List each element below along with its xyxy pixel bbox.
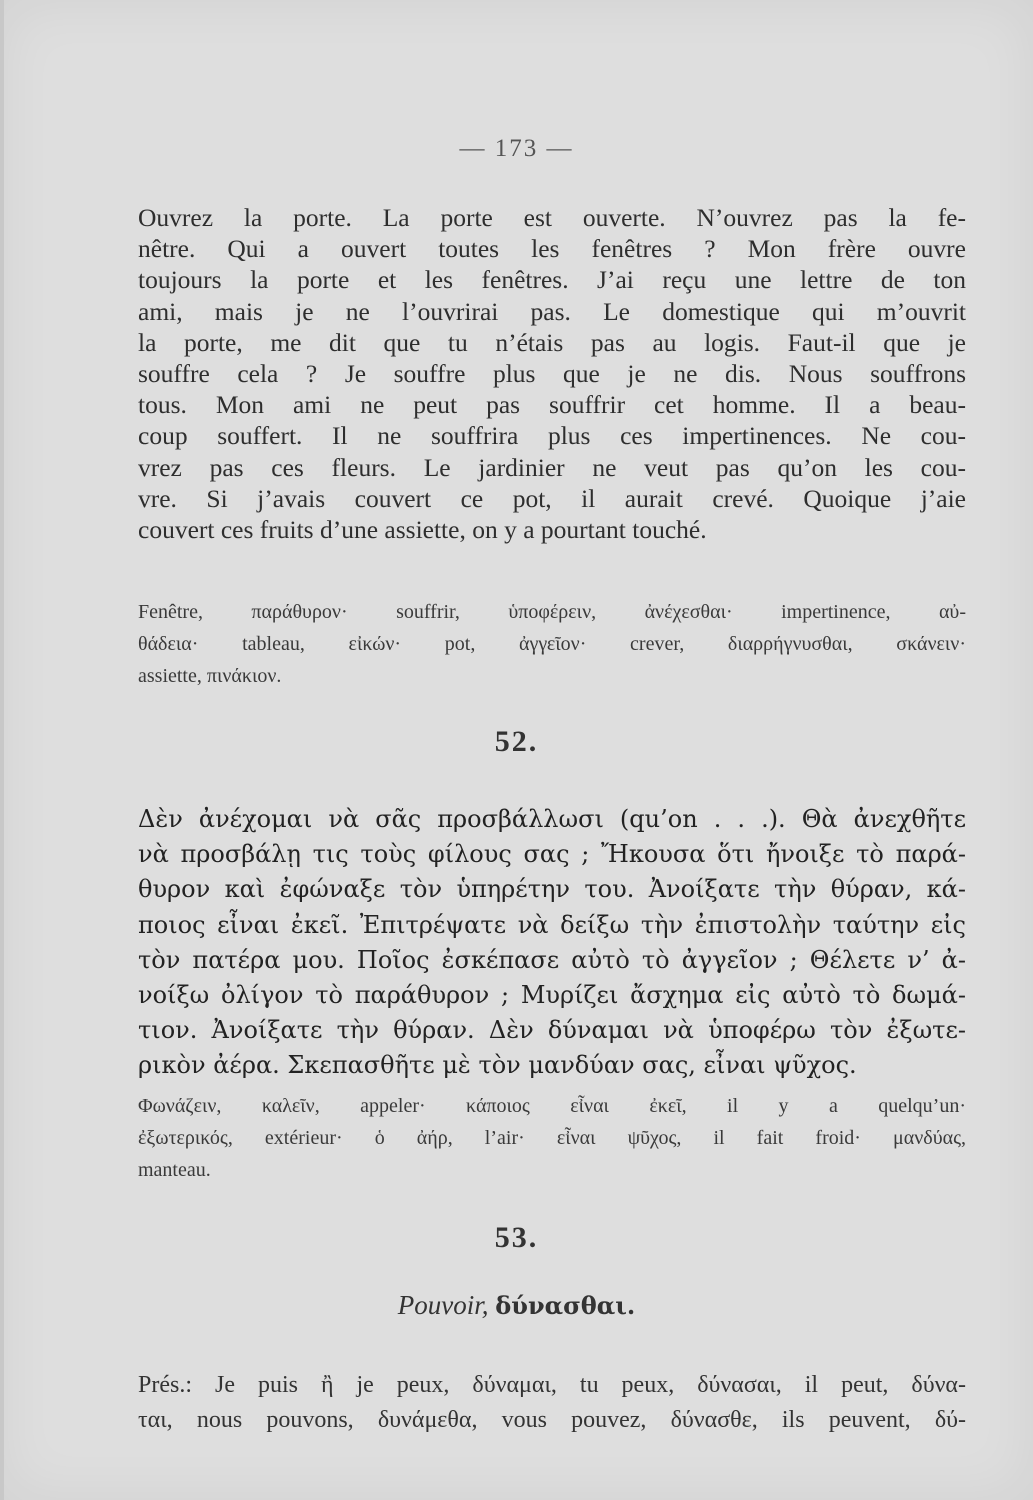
- text-line: coup souffert. Il ne souffrira plus ces impertinences. Ne cou-: [138, 421, 966, 451]
- text-line: ται, nous pouvons, δυνάμεθα, vous pouvez, δύνασθε, ils peuvent, δύ-: [138, 1407, 966, 1433]
- exercise-51-text: [138, 202, 966, 545]
- vocab-line: manteau.: [138, 1159, 211, 1181]
- exercise-52-vocabulary: [138, 1090, 966, 1186]
- text-line: νοίξω ὀλίγον τὸ παράθυρον ; Μυρίζει ἄσχημα εἰς αὐτὸ τὸ δωμά-: [138, 981, 966, 1010]
- text-line: nêtre. Qui a ouvert toutes les fenêtres ? Mon frère ouvre: [138, 234, 966, 264]
- text-line: θυρον καὶ ἐφώναξε τὸν ὑπηρέτην του. Ἀνοίξατε τὴν θύραν, κά-: [138, 875, 966, 904]
- heading-french-verb: Pouvoir,: [397, 1290, 489, 1320]
- text-line: τιον. Ἀνοίξατε τὴν θύραν. Δὲν δύναμαι νὰ ὑποφέρω τὸν ἐξωτε-: [138, 1016, 966, 1045]
- text-line: νὰ προσβάλῃ τις τοὺς φίλους σας ; Ἤκουσα ὅτι ἤνοιξε τὸ παρά-: [138, 840, 966, 869]
- vocab-line: assiette, πινάκιον.: [138, 665, 282, 687]
- text-line: ρικὸν ἀέρα. Σκεπασθῆτε μὲ τὸν μανδύαν σας, εἶναι ψῦχος.: [138, 1051, 857, 1080]
- exercise-53-text: [138, 1368, 966, 1438]
- text-line: τὸν πατέρα μου. Ποῖος ἐσκέπασε αὐτὸ τὸ ἀγγεῖον ; Θέλετε ν’ ἀ-: [138, 945, 966, 974]
- vocab-line: ἐξωτερικός, extérieur· ὁ ἀήρ, l’air· εἶναι ψῦχος, il fait froid· μανδύας,: [138, 1127, 966, 1149]
- text-line: toujours la porte et les fenêtres. J’ai reçu une lettre de ton: [138, 265, 966, 295]
- exercise-52-text: [138, 802, 966, 1084]
- page-number: — 173 —: [459, 135, 574, 162]
- text-line: couvert ces fruits d’une assiette, on y a pourtant touché.: [138, 515, 707, 545]
- vocab-line: θάδεια· tableau, εἰκών· pot, ἀγγεῖον· crever, διαρρήγνυσθαι, σκάνειν·: [138, 633, 966, 655]
- text-line: ποιος εἶναι ἐκεῖ. Ἐπιτρέψατε νὰ δείξω τὴν ἐπιστολὴν ταύτην εἰς: [138, 910, 966, 939]
- text-line: vrez pas ces fleurs. Le jardinier ne veut pas qu’on les cou-: [138, 452, 966, 482]
- exercise-52-number: 52.: [494, 725, 539, 758]
- heading-greek-verb: δύνασθαι.: [495, 1291, 636, 1320]
- text-line: ami, mais je ne l’ouvrirai pas. Le domestique qui m’ouvrit: [138, 296, 966, 326]
- text-line: Δὲν ἀνέχομαι νὰ σᾶς προσβάλλωσι (qu’on . . .). Θὰ ἀνεχθῆτε: [138, 805, 966, 833]
- text-line: Prés.: Je puis ἢ je peux, δύναμαι, tu peux, δύνασαι, il peut, δύνα-: [138, 1372, 966, 1398]
- vocab-line: Φωνάζειν, καλεῖν, appeler· κάποιος εἶναι ἐκεῖ, il y a quelqu’un·: [138, 1095, 966, 1117]
- exercise-53-number: 53.: [494, 1221, 539, 1254]
- exercise-51-vocabulary: [138, 596, 966, 692]
- text-line: Ouvrez la porte. La porte est ouverte. N’ouvrez pas la fe-: [138, 203, 966, 232]
- text-line: la porte, me dit que tu n’étais pas au logis. Faut-il que je: [138, 327, 966, 357]
- text-line: souffre cela ? Je souffre plus que je ne dis. Nous souffrons: [138, 359, 966, 389]
- exercise-53-heading: [0, 1290, 1033, 1321]
- text-line: tous. Mon ami ne peut pas souffrir cet homme. Il a beau-: [138, 390, 966, 420]
- text-line: vre. Si j’avais couvert ce pot, il aurait crevé. Quoique j’aie: [138, 483, 966, 513]
- vocab-line: Fenêtre, παράθυρον· souffrir, ὑποφέρειν, ἀνέχεσθαι· impertinence, αὐ-: [138, 601, 966, 623]
